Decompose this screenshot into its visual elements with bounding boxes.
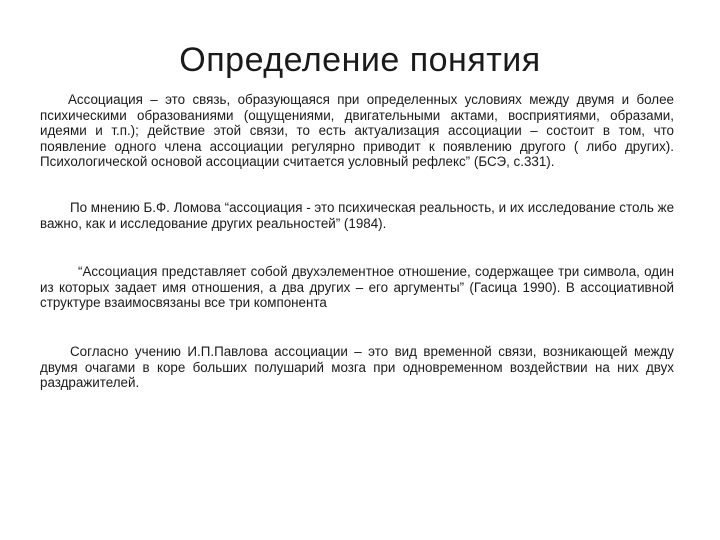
- slide-content: [40, 92, 674, 391]
- paragraph-lomov-quote: По мнению Б.Ф. Ломова “ассоциация - это психическая реальность, и их исследование столь же важно, как и исследование других реальностей” (1984).: [40, 199, 675, 231]
- paragraph-association-definition: Ассоциация – это связь, образующаяся при определенных условиях между двумя и более психическими образованиями (ощущениями, двигательными актами, восприятиями, образами, идеями и т.п.); действие этой связи, то есть актуализация ассоциации – состоит в том, что появление одного члена ассоциации регулярно приводит к появлению другого ( либо других). Психологической основой ассоциации считается условный рефлекс” (БСЭ, с.331).: [40, 92, 674, 170]
- paragraph-gasitsa-quote: “Ассоциация представляет собой двухэлементное отношение, содержащее три символа, один из которых задает имя отношения, а два других – его аргументы” (Гасица 1990). В ассоциативной структуре взаимосвязаны все три компонента: [40, 264, 674, 311]
- paragraph-pavlov-theory: Согласно учению И.П.Павлова ассоциации – это вид временной связи, возникающей между двумя очагами в коре больших полушарий мозга при одновременном воздействии на них двух раздражителей.: [40, 343, 674, 391]
- slide-title: Определение понятия: [179, 41, 541, 79]
